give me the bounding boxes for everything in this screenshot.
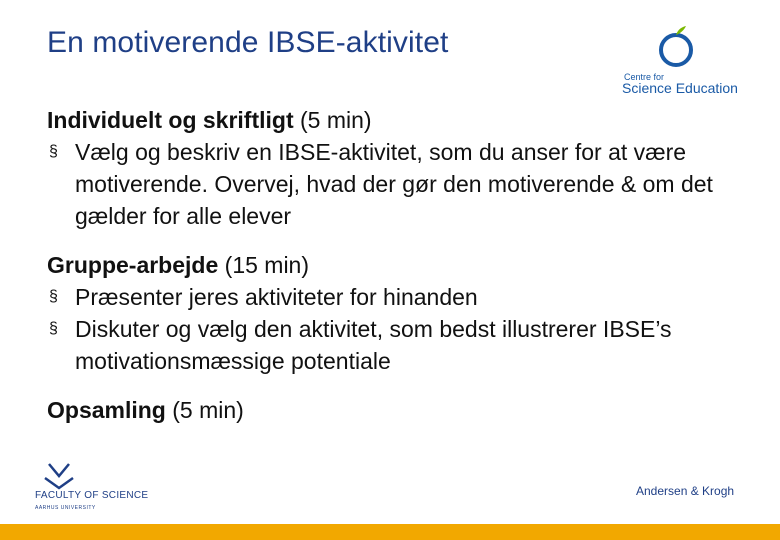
apple-circle-icon: [658, 24, 694, 70]
centre-for-science-education-logo: [620, 14, 750, 94]
faculty-text: FACULTY OF SCIENCE: [35, 490, 149, 501]
bullet-item: [47, 136, 747, 232]
logo-big-text: Science Education: [622, 80, 738, 96]
square-bullet-icon: §: [49, 320, 58, 337]
bullet-item: [47, 313, 747, 377]
aarhus-seal-icon: [35, 462, 85, 490]
logo-small-text: Centre for: [624, 72, 665, 82]
section-heading-bold: Individuelt og skriftligt: [47, 107, 294, 133]
section-heading: [47, 394, 747, 426]
aarhus-university-logo: [35, 462, 175, 522]
section-heading-bold: Opsamling: [47, 397, 166, 423]
author-credit: Andersen & Krogh: [636, 484, 735, 498]
section-heading-duration: (15 min): [218, 252, 310, 278]
bullet-item: [47, 281, 747, 313]
slide-content: [47, 104, 747, 426]
section-individual: [47, 104, 747, 232]
section-heading: [47, 104, 747, 136]
section-heading: [47, 249, 747, 281]
section-heading-duration: (5 min): [293, 107, 372, 133]
university-text: AARHUS UNIVERSITY: [35, 505, 96, 511]
square-bullet-icon: §: [49, 143, 58, 160]
square-bullet-icon: §: [49, 288, 58, 305]
bullet-text: Præsenter jeres aktiviteter for hinanden: [75, 284, 478, 310]
bullet-text: Diskuter og vælg den aktivitet, som bedst illustrerer IBSE’s motivationsmæssige potentiale: [75, 316, 672, 374]
section-group-work: [47, 249, 747, 377]
section-heading-bold: Gruppe-arbejde: [47, 252, 219, 278]
slide-title: En motiverende IBSE-aktivitet: [47, 26, 449, 59]
section-heading-duration: (5 min): [165, 397, 244, 423]
accent-bar: [0, 524, 780, 540]
section-summary: [47, 394, 747, 426]
bullet-text: Vælg og beskriv en IBSE-aktivitet, som du anser for at være motiverende. Overvej, hvad der gør den motiverende & om det gælder for alle elever: [75, 139, 713, 229]
